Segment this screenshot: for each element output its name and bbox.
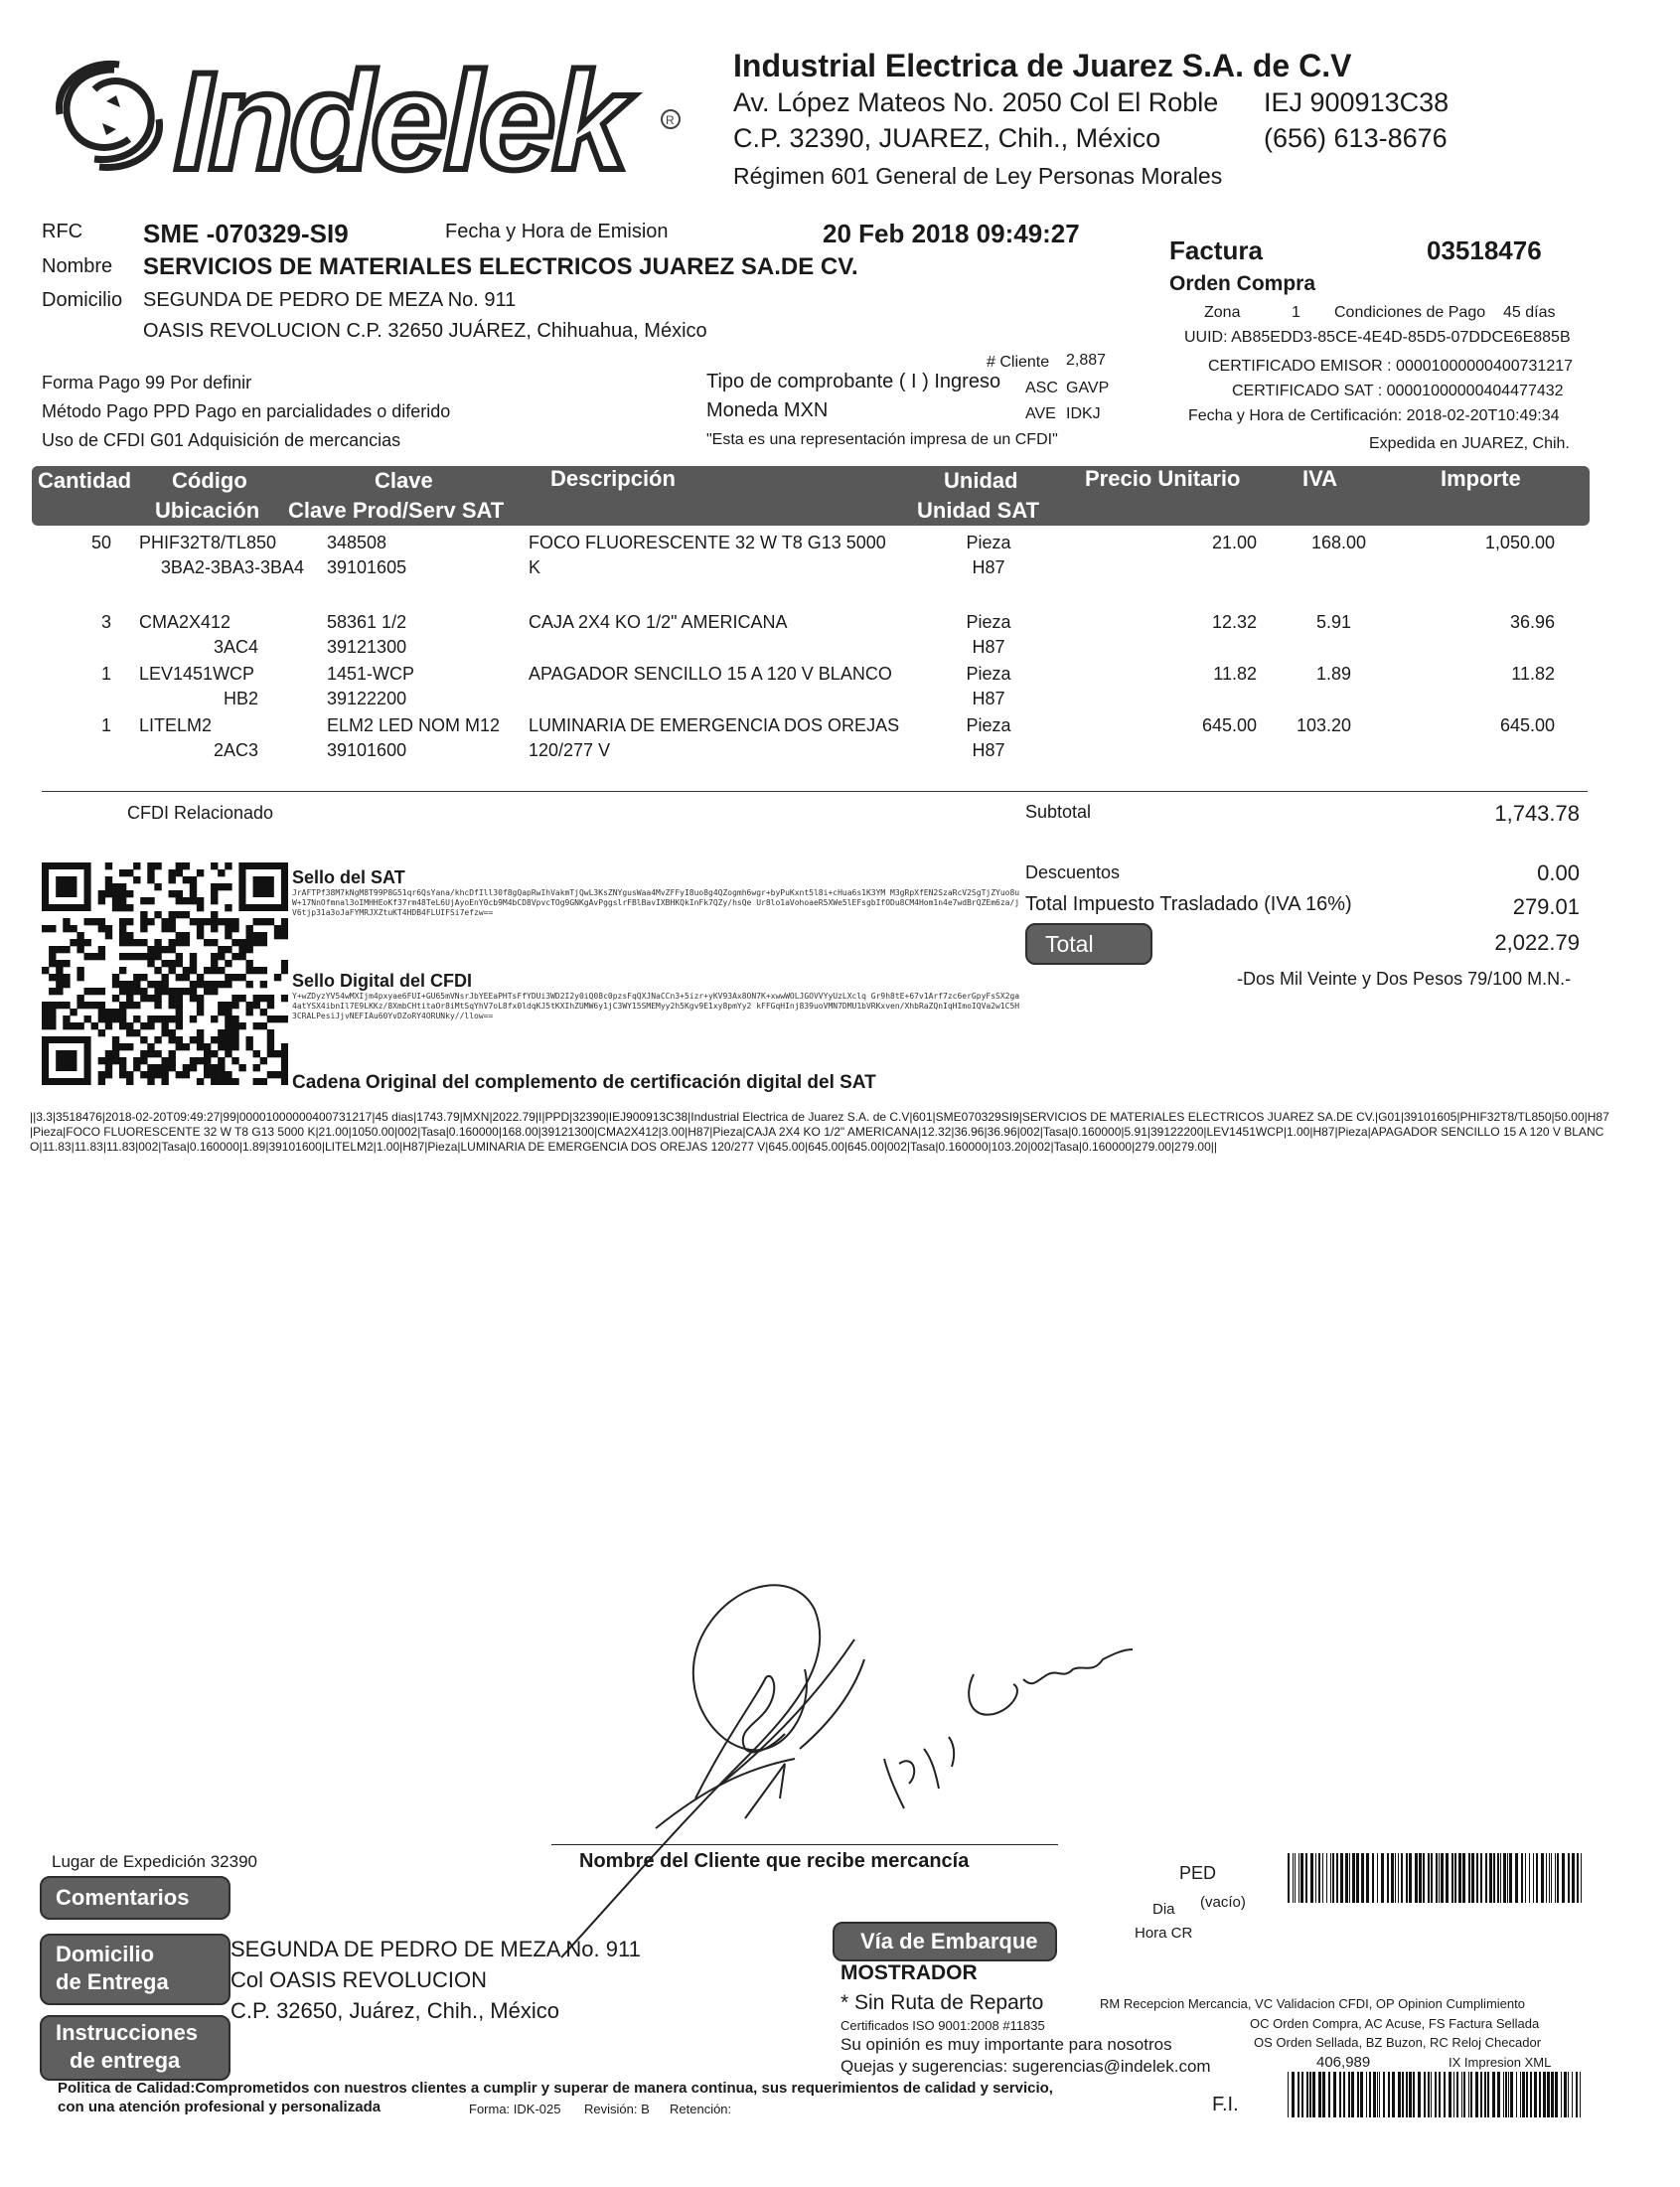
- row-clave: 348508: [327, 533, 387, 552]
- entrega-address2: Col OASIS REVOLUCION: [230, 1967, 487, 1992]
- row-clave: 1451-WCP: [327, 664, 415, 684]
- col-importe: Importe: [1441, 466, 1521, 491]
- entrega-address1: SEGUNDA DE PEDRO DE MEZA No. 911: [230, 1937, 641, 1961]
- col-descripcion: Descripción: [550, 466, 676, 491]
- via-embarque-badge: [833, 1922, 1057, 1961]
- row-unidad: Pieza: [966, 533, 1011, 552]
- expedida-en: Expedida en JUAREZ, Chih.: [1369, 435, 1570, 452]
- representacion-note: "Esta es una representación impresa de un CFDI": [706, 431, 1058, 448]
- qr-code: [42, 862, 288, 1085]
- company-address1: Av. López Mateos No. 2050 Col El Roble: [733, 87, 1219, 117]
- fecha-label: Fecha y Hora de Emision: [445, 221, 669, 242]
- barcode-bottom: [1288, 2072, 1586, 2117]
- row-iva: 168.00: [1310, 533, 1366, 552]
- condiciones-value: 45 días: [1503, 304, 1556, 321]
- ave-label: AVE: [1025, 405, 1056, 422]
- legend-2: OC Orden Compra, AC Acuse, FS Factura Sellada: [1250, 2016, 1540, 2031]
- row-iva: 103.20: [1296, 715, 1351, 735]
- row-clave: 58361 1/2: [327, 612, 407, 632]
- col-unidad: Unidad: [944, 468, 1018, 493]
- domicilio-entrega-label-2: de Entrega: [56, 1969, 169, 1994]
- row-codigo: LEV1451WCP: [139, 664, 255, 684]
- instrucciones-badge: [40, 2015, 230, 2081]
- ave-value: IDKJ: [1066, 405, 1101, 422]
- total-en-letra: -Dos Mil Veinte y Dos Pesos 79/100 M.N.-: [1237, 969, 1572, 989]
- cadena-original: ||3.3|3518476|2018-02-20T09:49:27|99|00001000000400731217|45 dias|1743.79|MXN|2022.79|I|PPD|32390|IEJ900913C38|Industrial Electrica de Juarez S.A. de C.V|601|SME070329SI9|SERVICIOS DE MATERIALES ELECTRICOS JUAREZ SA.DE CV.|G01|39101605|PHIF32T8/TL850|50.00|H87|Pieza|FOCO FLUORESCENTE 32 W T8 G13 5000 K|21.00|1050.00|002|Tasa|0.160000|168.00|39121300|CMA2X412|3.00|H87|Pieza|CAJA 2X4 KO 1/2" AMERICANA|12.32|36.96|36.96|002|Tasa|0.160000|5.91|39122200|LEV1451WCP|1.00|H87|Pieza|APAGADOR SENCILLO 15 A 120 V BLANCO|11.83|11.83|11.83|002|Tasa|0.160000|1.89|39101600|LITELM2|1.00|H87|Pieza|LUMINARIA DE EMERGENCIA DOS OREJAS 120/277 V|645.00|645.00|645.00|002|Tasa|0.160000|103.20|002|Tasa|0.160000|279.00|279.00||: [30, 1110, 1609, 1154]
- row-codigo: PHIF32T8/TL850: [139, 533, 277, 552]
- row-ubicacion: 2AC3: [213, 740, 258, 760]
- rfc-label: RFC: [42, 221, 83, 242]
- cfdi-relacionado: CFDI Relacionado: [127, 803, 274, 823]
- subtotal-value: 1,743.78: [1494, 801, 1580, 826]
- total-value: 2,022.79: [1494, 930, 1580, 955]
- row-importe: 36.96: [1509, 612, 1555, 632]
- revision-code: Revisión: B: [584, 2102, 650, 2116]
- domicilio-entrega-label-1: Domicilio: [56, 1942, 155, 1966]
- cliente-number: 2,887: [1066, 352, 1107, 369]
- row-clave-sat: 39101605: [327, 557, 407, 577]
- vacio-value: (vacío): [1200, 1894, 1246, 1911]
- sello-cfdi-text: Y+wZDyzYV54wMXIjm4pxyae6FUI+GU65mVNsrJbYEEaPHTsFfYDUi3WD2I2y0iQ08c0pzsFqQXJNaCCn3+5izr+yKV93Ax8ON7K+xwwWOLJGOVVYyUzLXclq Gr9h8tE+67v1Arf7zc6erGpyFsSX2ga4atYSX4ibnIl7E9LKKz/8XmbCHtitaOr8iMtSqYhV7oL8fx0ldqKJ5tKXIhZUMW6y1jC3WY15SMEMyy2h5Kgv9E1xy8pmYy2 kFFGqHInj839uoVMN7DMU1bVRKxven/XhbRaZQnIqHImoIQVa2w1C5H3CRALPesiJjvNEFIAu60YvDZoRY4ORUNky//llow==: [292, 992, 1020, 1020]
- zona-value: 1: [1292, 304, 1300, 321]
- col-unidad-sat: Unidad SAT: [917, 498, 1040, 523]
- sin-ruta: * Sin Ruta de Reparto: [840, 1991, 1044, 2014]
- comentarios-badge: [40, 1876, 230, 1920]
- col-clave-prod: Clave Prod/Serv SAT: [288, 498, 505, 523]
- row-descripcion-2: K: [529, 557, 541, 577]
- uso-cfdi: Uso de CFDI G01 Adquisición de mercancias: [42, 430, 401, 450]
- descuentos-label: Descuentos: [1025, 862, 1121, 882]
- company-name: Industrial Electrica de Juarez S.A. de C.V: [733, 48, 1352, 83]
- via-embarque-label: Vía de Embarque: [860, 1929, 1038, 1953]
- politica-line-2: con una atención profesional y personalizada: [58, 2099, 382, 2115]
- row-descripcion-2: 120/277 V: [529, 740, 611, 760]
- signature-icon: [556, 1510, 1172, 1967]
- condiciones-label: Condiciones de Pago: [1334, 304, 1486, 321]
- orden-compra-label: Orden Compra: [1169, 272, 1316, 295]
- forma-pago: Forma Pago 99 Por definir: [42, 373, 252, 392]
- col-clave: Clave: [375, 468, 433, 493]
- row-descripcion: LUMINARIA DE EMERGENCIA DOS OREJAS: [529, 715, 900, 735]
- domicilio-label: Domicilio: [42, 289, 123, 311]
- entrega-address3: C.P. 32650, Juárez, Chih., México: [230, 1998, 559, 2023]
- row-unidad-sat: H87: [972, 740, 1005, 760]
- signature-line: [551, 1844, 1058, 1845]
- row-ubicacion: 3AC4: [213, 637, 258, 657]
- impuesto-label: Total Impuesto Trasladado (IVA 16%): [1025, 893, 1352, 915]
- barcode-icon: [1288, 2072, 1586, 2117]
- row-cantidad: 1: [100, 715, 111, 735]
- row-ubicacion: 3BA2-3BA3-3BA4: [160, 557, 304, 577]
- row-unidad: Pieza: [966, 715, 1011, 735]
- cert-sat: CERTIFICADO SAT : 00001000000404477432: [1232, 383, 1564, 399]
- mostrador: MOSTRADOR: [840, 1961, 978, 1984]
- row-clave: ELM2 LED NOM M12: [327, 715, 501, 735]
- total-label: Total: [1045, 931, 1094, 957]
- row-unidad-sat: H87: [972, 637, 1005, 657]
- fecha-emision: 20 Feb 2018 09:49:27: [823, 219, 1080, 248]
- row-descripcion: APAGADOR SENCILLO 15 A 120 V BLANCO: [529, 664, 892, 684]
- customer-address2: OASIS REVOLUCION C.P. 32650 JUÁREZ, Chihuahua, México: [143, 320, 707, 342]
- cert-emisor: CERTIFICADO EMISOR : 00001000000400731217: [1208, 358, 1574, 375]
- svg-text:Indelek: Indelek: [174, 43, 626, 189]
- fecha-certificacion: Fecha y Hora de Certificación: 2018-02-20T10:49:34: [1188, 407, 1560, 424]
- customer-name: SERVICIOS DE MATERIALES ELECTRICOS JUAREZ SA.DE CV.: [143, 253, 858, 280]
- impuesto-value: 279.01: [1512, 894, 1580, 919]
- factura-label: Factura: [1169, 235, 1263, 265]
- logo-swirl-icon: [35, 40, 690, 189]
- row-unidad-sat: H87: [972, 557, 1005, 577]
- row-iva: 1.89: [1315, 664, 1351, 684]
- row-iva: 5.91: [1315, 612, 1351, 632]
- row-codigo: LITELM2: [139, 715, 213, 735]
- row-precio: 12.32: [1211, 612, 1257, 632]
- iso-cert: Certificados ISO 9001:2008 #11835: [840, 2018, 1045, 2033]
- document-number: 406,989: [1316, 2054, 1371, 2071]
- politica-line-1: Politica de Calidad:Comprometidos con nuestros clientes a cumplir y superar de manera continua, sus requerimientos de calidad y servicio,: [58, 2080, 1053, 2097]
- company-address2: C.P. 32390, JUAREZ, Chih., México: [733, 123, 1161, 153]
- row-importe: 1,050.00: [1484, 533, 1555, 552]
- row-clave-sat: 39101600: [327, 740, 407, 760]
- row-unidad-sat: H87: [972, 689, 1005, 708]
- signature: [556, 1510, 1172, 1967]
- moneda: Moneda MXN: [706, 399, 829, 421]
- retencion-label: Retención:: [670, 2102, 732, 2116]
- sello-sat-text: JrAFTPf38M7kNgM8T99P8G51qr6QsYana/khcDfIll30f8gQapRwIhVakmTjQwL3KsZNYgusWaa4MvZFFyI8uo8g4QZogmh6wgr+byPuKxnt5l8i+cHua6s1K3YM M3gRpXfEN2SzaRcV2SgTjZYuo8uW+17NnOfmnal3oIMHHEoKf37rm48TeL6UjAyoEnY0cb9M4bCD8VpvcTOg9GNKgAvPggslrFBlBavIXBHKQkInFk7QZy/hsQe Ur8lo1aVohoaeR5XWe5lEFsgbIfODu8CM4Hom1n4e7wdBrQZEm6za/jV6tjp31a3oJaFYMRJXZtuKT4HDB4FLUIFSi7efzw==: [292, 888, 1020, 917]
- row-descripcion: FOCO FLUORESCENTE 32 W T8 G13 5000: [529, 533, 886, 552]
- hora-cr-label: Hora CR: [1135, 1925, 1193, 1942]
- metodo-pago: Método Pago PPD Pago en parcialidades o diferido: [42, 401, 451, 421]
- row-cantidad: 1: [100, 664, 111, 684]
- subtotal-label: Subtotal: [1025, 802, 1092, 822]
- customer-rfc: SME -070329-SI9: [143, 219, 349, 248]
- row-clave-sat: 39122200: [327, 689, 407, 708]
- tipo-comprobante: Tipo de comprobante ( I ) Ingreso: [706, 371, 1001, 392]
- instrucciones-label-1: Instrucciones: [56, 2020, 199, 2045]
- legend-4: IX Impresion XML: [1449, 2055, 1552, 2070]
- instrucciones-label-2: de entrega: [70, 2048, 181, 2073]
- fi-label: F.I.: [1212, 2094, 1239, 2115]
- row-cantidad: 3: [100, 612, 111, 632]
- company-logo: [35, 40, 690, 189]
- barcode-top: [1288, 1853, 1586, 1903]
- factura-number: 03518476: [1427, 235, 1542, 265]
- row-unidad: Pieza: [966, 612, 1011, 632]
- row-descripcion: CAJA 2X4 KO 1/2" AMERICANA: [529, 612, 788, 632]
- qr-code-icon: [42, 862, 288, 1085]
- asc-value: GAVP: [1066, 380, 1110, 396]
- comentarios-label: Comentarios: [56, 1885, 190, 1910]
- legend-1: RM Recepcion Mercancia, VC Validacion CFDI, OP Opinion Cumplimiento: [1100, 1996, 1525, 2011]
- company-regimen: Régimen 601 General de Ley Personas Morales: [733, 163, 1223, 189]
- cliente-recibe-label: Nombre del Cliente que recibe mercancía: [579, 1850, 970, 1872]
- row-codigo: CMA2X412: [139, 612, 231, 632]
- row-unidad: Pieza: [966, 664, 1011, 684]
- domicilio-entrega-badge: [40, 1934, 230, 2005]
- row-precio: 11.82: [1213, 664, 1257, 684]
- descuentos-value: 0.00: [1537, 860, 1580, 885]
- sello-cfdi-label: Sello Digital del CFDI: [292, 971, 473, 991]
- row-precio: 21.00: [1211, 533, 1257, 552]
- barcode-icon: [1288, 1853, 1586, 1903]
- row-ubicacion: HB2: [223, 689, 258, 708]
- row-cantidad: 50: [90, 533, 111, 552]
- total-badge: [1025, 923, 1152, 965]
- zona-label: Zona: [1204, 304, 1241, 321]
- lugar-expedicion: Lugar de Expedición 32390: [52, 1852, 257, 1871]
- col-iva: IVA: [1302, 466, 1338, 491]
- nombre-label: Nombre: [42, 255, 113, 277]
- legend-3: OS Orden Sellada, BZ Buzon, RC Reloj Checador: [1254, 2035, 1542, 2050]
- dia-label: Dia: [1152, 1901, 1175, 1918]
- col-ubicacion: Ubicación: [155, 498, 260, 523]
- row-importe: 11.82: [1511, 664, 1555, 684]
- table-divider: [42, 791, 1588, 792]
- customer-address1: SEGUNDA DE PEDRO DE MEZA No. 911: [143, 289, 517, 311]
- company-phone: (656) 613-8676: [1264, 123, 1448, 153]
- col-precio: Precio Unitario: [1085, 466, 1241, 491]
- col-codigo: Código: [172, 468, 247, 493]
- row-precio: 645.00: [1201, 715, 1257, 735]
- items-table-header: [32, 466, 1590, 526]
- row-importe: 645.00: [1499, 715, 1555, 735]
- svg-text:R: R: [666, 113, 675, 127]
- opinion: Su opinión es muy importante para nosotros: [840, 2035, 1172, 2054]
- quejas: Quejas y sugerencias: sugerencias@indelek.com: [840, 2057, 1211, 2076]
- col-cantidad: Cantidad: [38, 468, 132, 493]
- cliente-label: # Cliente: [987, 354, 1050, 371]
- ped-label: PED: [1179, 1863, 1217, 1883]
- row-clave-sat: 39121300: [327, 637, 407, 657]
- company-rfc: IEJ 900913C38: [1264, 87, 1450, 117]
- uuid: UUID: AB85EDD3-85CE-4E4D-85D5-07DDCE6E885B: [1184, 329, 1571, 346]
- sello-sat-label: Sello del SAT: [292, 867, 405, 887]
- asc-label: ASC: [1025, 380, 1058, 396]
- forma-code: Forma: IDK-025: [469, 2102, 561, 2116]
- cadena-label: Cadena Original del complemento de certificación digital del SAT: [292, 1072, 876, 1093]
